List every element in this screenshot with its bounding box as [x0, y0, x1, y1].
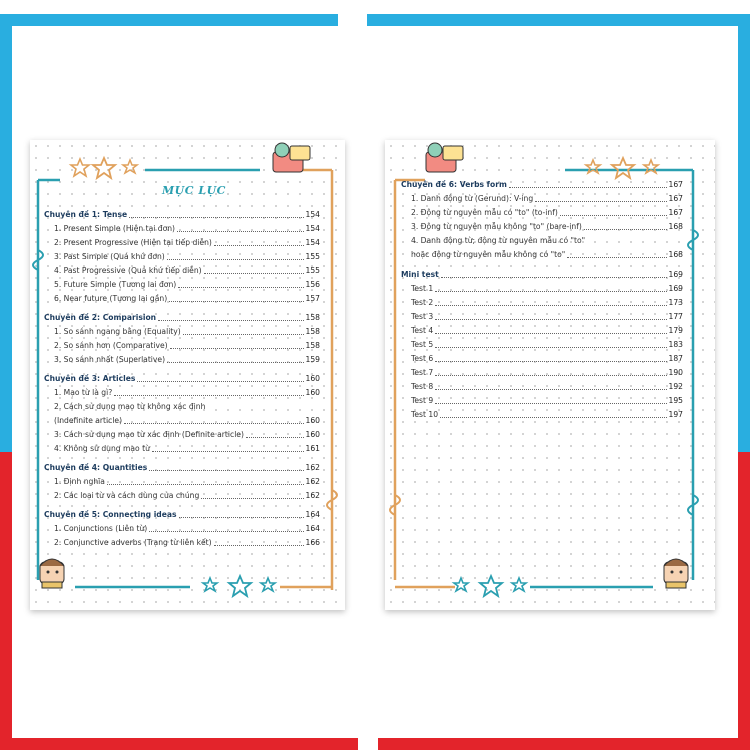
toc-page-number: 154 [305, 210, 320, 219]
toc-entry [411, 194, 683, 204]
toc-page-number: 166 [305, 538, 320, 547]
toc-page-number: 154 [305, 224, 320, 233]
toc-entry-text: 5. Future Simple (Tương lai đơn) [54, 280, 177, 289]
book-sticker-icon [423, 142, 467, 174]
toc-title: MỤC LỤC [162, 184, 226, 197]
toc-entry-text: (Indefinite article) [54, 416, 123, 425]
toc-entry-text: Test 5 [411, 340, 434, 349]
toc-page-number: 155 [305, 252, 320, 261]
dot-leader [435, 326, 667, 334]
toc-entry-text: Test 9 [411, 396, 434, 405]
toc-entry [411, 298, 683, 308]
toc-page-number: 161 [305, 444, 320, 453]
toc-entry [411, 382, 683, 392]
toc-entry-text: 3. Cách sử dụng mạo từ xác định (Definite article) [54, 430, 244, 439]
toc-entry [411, 222, 683, 232]
toc-entry [411, 250, 683, 260]
toc-page-number: 167 [668, 194, 683, 203]
toc-section-heading [401, 180, 683, 190]
dot-leader [149, 463, 304, 471]
toc-page-number: 173 [668, 298, 683, 307]
frame-bar-bottom-left [0, 738, 358, 750]
dot-leader [509, 180, 667, 188]
book-sticker-icon [270, 142, 314, 174]
toc-page-number: 160 [305, 430, 320, 439]
toc-entry [54, 430, 320, 440]
toc-entry-text: 4. Không sử dụng mạo từ [54, 444, 150, 453]
toc-page-number: 169 [668, 270, 683, 279]
dot-leader [124, 416, 304, 424]
toc-entry-text: 2. Present Progressive (Hiện tại tiếp diễn) [54, 238, 212, 247]
toc-entry-text: Chuyên đề 4: Quantities [44, 463, 148, 472]
dot-leader [183, 327, 304, 335]
toc-section-heading [44, 374, 320, 384]
right-page [385, 140, 715, 610]
dot-leader [435, 368, 667, 376]
dot-leader [535, 194, 667, 202]
toc-entry [54, 327, 320, 337]
toc-page-number: 168 [668, 222, 683, 231]
toc-entry [411, 284, 683, 294]
dot-leader [167, 355, 304, 363]
cartoon-kid-icon [660, 552, 694, 588]
toc-entry [54, 491, 320, 501]
star-outline-icon [585, 158, 665, 180]
toc-entry [54, 252, 320, 262]
toc-entry [54, 477, 320, 487]
toc-entry [54, 238, 320, 248]
toc-entry-text: Test 3 [411, 312, 434, 321]
dot-leader [440, 410, 667, 418]
dot-leader [152, 444, 304, 452]
toc-entry-text: 6. Near future (Tương lai gần) [54, 294, 168, 303]
toc-page-number: 177 [668, 312, 683, 321]
toc-entry [411, 312, 683, 322]
toc-page-number: 156 [305, 280, 320, 289]
toc-page-number: 155 [305, 266, 320, 275]
toc-page-number: 190 [668, 368, 683, 377]
dot-leader [170, 341, 304, 349]
toc-page-number: 162 [305, 491, 320, 500]
dot-leader [114, 388, 304, 396]
toc-entry-text: Test 7 [411, 368, 434, 377]
toc-entry-text: 2. Cách sử dụng mạo từ không xác định [54, 402, 206, 411]
toc-page-number: 167 [668, 208, 683, 217]
toc-entry-text: 1. Danh động từ (Gerund): V-ing [411, 194, 534, 203]
toc-page-number: 168 [668, 250, 683, 259]
toc-entry-text: Test 1 [411, 284, 434, 293]
toc-page-number: 157 [305, 294, 320, 303]
frame-bar-left-blue [0, 14, 12, 452]
toc-entry-text: 3. So sánh nhất (Superlative) [54, 355, 166, 364]
toc-section-heading [44, 313, 320, 323]
toc-entry-text: 1. So sánh ngang bằng (Equality) [54, 327, 181, 336]
toc-page-number: 154 [305, 238, 320, 247]
toc-entry [411, 396, 683, 406]
toc-entry [411, 208, 683, 218]
toc-entry-text: Test 8 [411, 382, 434, 391]
toc-entry [411, 354, 683, 364]
dot-leader [149, 524, 304, 532]
toc-page-number: 192 [668, 382, 683, 391]
toc-entry [54, 355, 320, 365]
toc-page-number: 159 [305, 355, 320, 364]
cartoon-kid-icon [36, 552, 70, 588]
toc-page-number: 160 [305, 374, 320, 383]
toc-entry-text: 2. Conjunctive adverbs (Trạng từ liên kết) [54, 538, 212, 547]
toc-entry-text: 4. Danh động từ; động từ nguyên mẫu có "to" [411, 236, 586, 245]
toc-page-number: 160 [305, 416, 320, 425]
dot-leader [158, 313, 304, 321]
toc-entry [411, 236, 683, 246]
frame-bar-bottom-right [378, 738, 750, 750]
toc-page-number: 169 [668, 284, 683, 293]
dot-leader [201, 491, 304, 499]
dot-leader [246, 430, 304, 438]
dot-leader [560, 208, 667, 216]
toc-entry-text: 2. Động từ nguyên mẫu có "to" (to-inf) [411, 208, 558, 217]
toc-section-heading [401, 270, 683, 280]
toc-page-number: 179 [668, 326, 683, 335]
dot-leader [567, 250, 667, 258]
toc-page-number: 195 [668, 396, 683, 405]
toc-entry-text: Test 2 [411, 298, 434, 307]
toc-page-number: 158 [305, 341, 320, 350]
dot-leader [435, 298, 667, 306]
toc-entry [54, 538, 320, 548]
toc-entry-text: 3. Động từ nguyên mẫu không "to" (bare-inf) [411, 222, 582, 231]
toc-page-number: 162 [305, 477, 320, 486]
toc-entry [411, 326, 683, 336]
toc-entry-text: 1. Mạo từ là gì? [54, 388, 113, 397]
dot-leader [169, 294, 304, 302]
toc-entry-text: 1. Present Simple (Hiện tại đơn) [54, 224, 175, 233]
toc-page-number: 164 [305, 524, 320, 533]
dot-leader [441, 270, 667, 278]
toc-entry-text: 1. Định nghĩa [54, 477, 105, 486]
toc-entry-text: 4. Past Progressive (Quá khứ tiếp diễn) [54, 266, 202, 275]
toc-entry-text: Mini test [401, 270, 439, 279]
toc-entry [54, 402, 320, 412]
dot-leader [129, 210, 304, 218]
dot-leader [179, 510, 304, 518]
dot-leader [435, 354, 667, 362]
toc-entry [54, 294, 320, 304]
dot-leader [107, 477, 304, 485]
toc-page-number: 183 [668, 340, 683, 349]
toc-entry-text: 2. So sánh hơn (Comparative) [54, 341, 168, 350]
frame-bar-right-red [738, 452, 750, 750]
toc-entry-text: Chuyên đề 2: Comparision [44, 313, 157, 322]
dot-leader [435, 340, 667, 348]
dot-leader [177, 224, 304, 232]
toc-entry-text: 1. Conjunctions (Liên từ) [54, 524, 148, 533]
star-outline-icon [453, 576, 533, 598]
dot-leader [435, 312, 667, 320]
dot-leader [204, 266, 304, 274]
dot-leader [214, 538, 304, 546]
toc-entry [54, 444, 320, 454]
toc-entry [54, 280, 320, 290]
toc-page-number: 167 [668, 180, 683, 189]
toc-page-number: 160 [305, 388, 320, 397]
toc-section-heading [44, 510, 320, 520]
dot-leader [137, 374, 304, 382]
toc-entry [54, 524, 320, 534]
frame-bar-top-left [0, 14, 338, 26]
dot-leader [214, 238, 304, 246]
toc-page-number: 162 [305, 463, 320, 472]
toc-entry-text: Chuyên đề 5: Connecting ideas [44, 510, 177, 519]
toc-entry [411, 410, 683, 420]
toc-entry [411, 368, 683, 378]
frame-bar-right-blue [738, 14, 750, 452]
toc-page-number: 197 [668, 410, 683, 419]
toc-page-number: 187 [668, 354, 683, 363]
toc-entry [54, 341, 320, 351]
frame-bar-left-red [0, 452, 12, 750]
toc-entry-text: 2. Các loại từ và cách dùng của chúng [54, 491, 200, 500]
dot-leader [178, 280, 304, 288]
toc-entry [54, 224, 320, 234]
toc-entry-text: Chuyên đề 1: Tense [44, 210, 128, 219]
toc-entry [54, 416, 320, 426]
star-outline-icon [70, 158, 170, 178]
toc-entry-text: Test 10 [411, 410, 439, 419]
dot-leader [435, 382, 667, 390]
toc-entry-text: Test 6 [411, 354, 434, 363]
dot-leader [167, 252, 304, 260]
toc-entry-text: Test 4 [411, 326, 434, 335]
toc-entry-text: Chuyên đề 3: Articles [44, 374, 136, 383]
frame-bar-top-right [367, 14, 750, 26]
toc-entry-text: hoặc động từ nguyên mẫu không có "to" [411, 250, 566, 259]
toc-entry [54, 266, 320, 276]
toc-page-number: 158 [305, 313, 320, 322]
dot-leader [435, 396, 667, 404]
toc-page-number: 164 [305, 510, 320, 519]
toc-page-number: 158 [305, 327, 320, 336]
dot-leader [584, 222, 667, 230]
toc-entry [54, 388, 320, 398]
toc-entry [411, 340, 683, 350]
toc-entry-text: 3. Past Simple (Quá khứ đơn) [54, 252, 165, 261]
toc-section-heading [44, 210, 320, 220]
toc-section-heading [44, 463, 320, 473]
left-page [30, 140, 345, 610]
toc-entry-text: Chuyên đề 6: Verbs form [401, 180, 507, 189]
dot-leader [435, 284, 667, 292]
star-outline-icon [202, 576, 282, 598]
